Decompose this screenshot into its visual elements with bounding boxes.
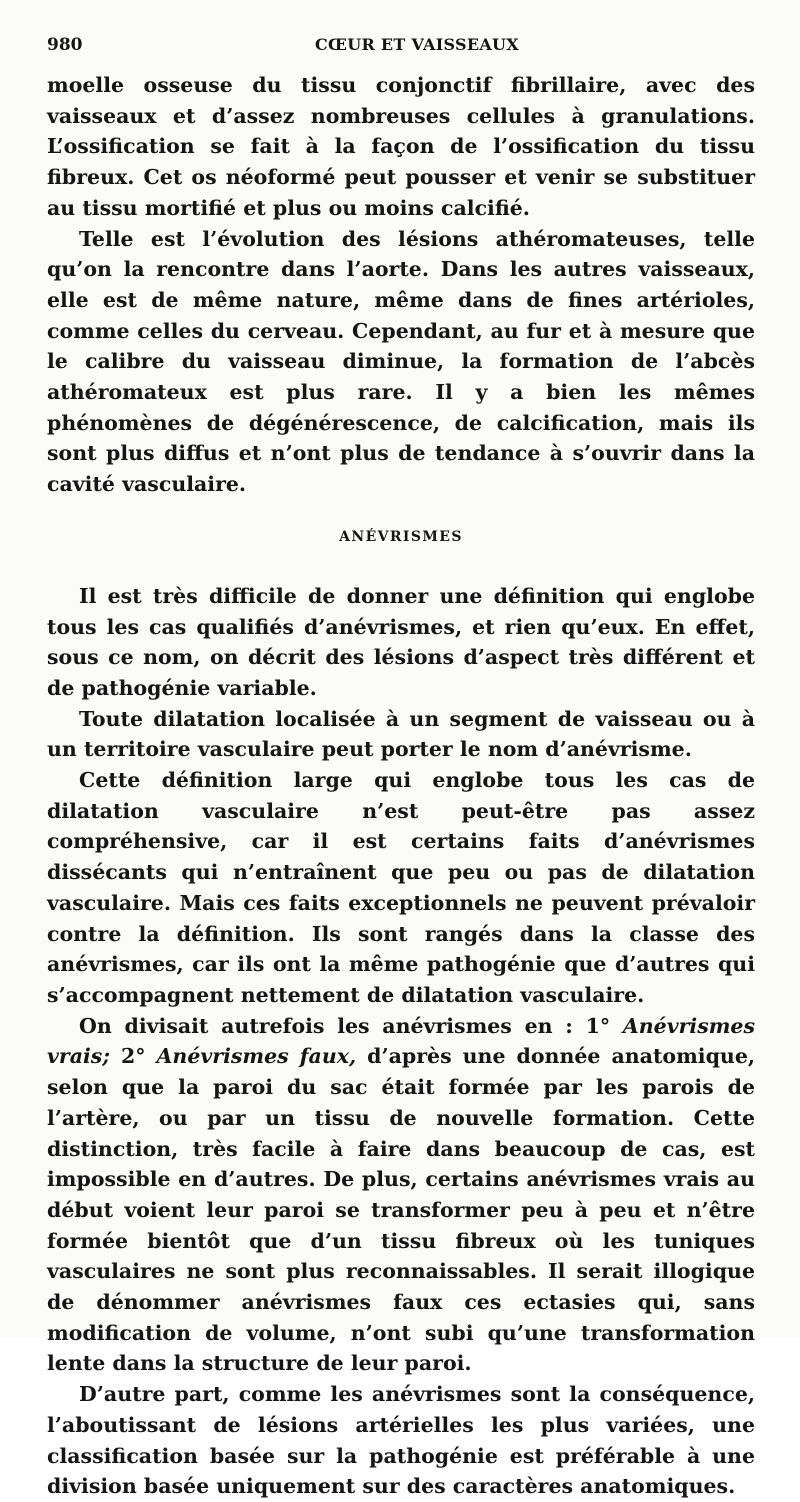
running-header <box>47 31 753 59</box>
true-aneurysms-term: Anévrismes vrais; <box>47 1013 756 1069</box>
paragraph-atheromatous-lesions: Telle est l’évolution des lésions athéromateuses, telle qu’on la rencontre dans l’aorte. Dans les autres vaisseaux, elle est de même nature, même dans de fines artérioles, comme celles du cerveau. Cependant, au fur et à mesure que le calibre du vaisseau diminue, la formation de l’abcès athéromateux est plus rare. Il y a bien les mêmes phénomènes de dégénérescence, de calcification, mais ils sont plus diffus et n’ont plus de tendance à s’ouvrir dans la cavité vasculaire. <box>47 226 755 497</box>
paragraph-definition-difficulty: Il est très difficile de donner une définition qui englobe tous les cas qualifiés d’anévrismes, et rien qu’eux. En effet, sous ce nom, on décrit des lésions d’aspect très différent et de pathogénie variable. <box>47 583 755 700</box>
paragraph-pathogenic-classification: D’autre part, comme les anévrismes sont la conséquence, l’aboutissant de lésions artérielles les plus variées, une classification basée sur la pathogénie est préférable à une division basée uniquement sur des caractères anatomiques. <box>47 1382 755 1499</box>
section-title-anevrismes: ANÉVRISMES <box>339 528 463 545</box>
page-number: 980 <box>47 35 83 55</box>
paragraph-broad-definition: Cette définition large qui englobe tous les cas de dilatation vasculaire n’est peut-être pas assez compréhensive, car il est certains faits d’anévrismes dissécants qui n’entraînent que peu ou pas de dilatation vasculaire. Mais ces faits exceptionnels ne peuvent prévaloir contre la définition. Ils sont rangés dans la classe des anévrismes, car ils ont la même pathogénie que d’autres qui s’accompagnent nettement de dilatation vasculaire. <box>47 768 755 1007</box>
paragraph-continued: moelle osseuse du tissu conjonctif fibrillaire, avec des vaisseaux et d’assez nombreuses cellules à granulations. L’ossification se fait à la façon de l’ossification du tissu fibreux. Cet os néoformé peut pousser et venir se substituer au tissu mortifié et plus ou moins calcifié. <box>47 73 755 220</box>
classification-number-2: 2° <box>120 1044 146 1069</box>
classification-text-2: d’après une donnée anatomique, selon que la paroi du sac était formée par les parois de l’artère, ou par un tissu de nouvelle formation. Cette distinction, très facile à faire dans beaucoup de cas, est impossible en d’autres. De plus, certains anévrismes vrais au début voient leur paroi se transformer peu à peu et n’être formée bientôt que d’un tissu fibreux où les tuniques vasculaires ne sont plus reconnaissables. Il serait illogique de dénommer anévrismes faux ces ectasies qui, sans modification de volume, n’ont subi qu’une transformation lente dans la structure de leur paroi. <box>47 1044 755 1376</box>
running-header-title: CŒUR ET VAISSEAUX <box>315 35 520 54</box>
page-body-text <box>47 70 755 1502</box>
paragraph-localized-dilatation: Toute dilatation localisée à un segment de vaisseau ou à un territoire vasculaire peut porter le nom d’anévrisme. <box>47 706 755 762</box>
false-aneurysms-term: Anévrismes faux, <box>156 1044 357 1069</box>
paragraph-classification <box>47 1011 755 1379</box>
classification-text-1: On divisait autrefois les anévrismes en : 1° <box>79 1013 611 1038</box>
